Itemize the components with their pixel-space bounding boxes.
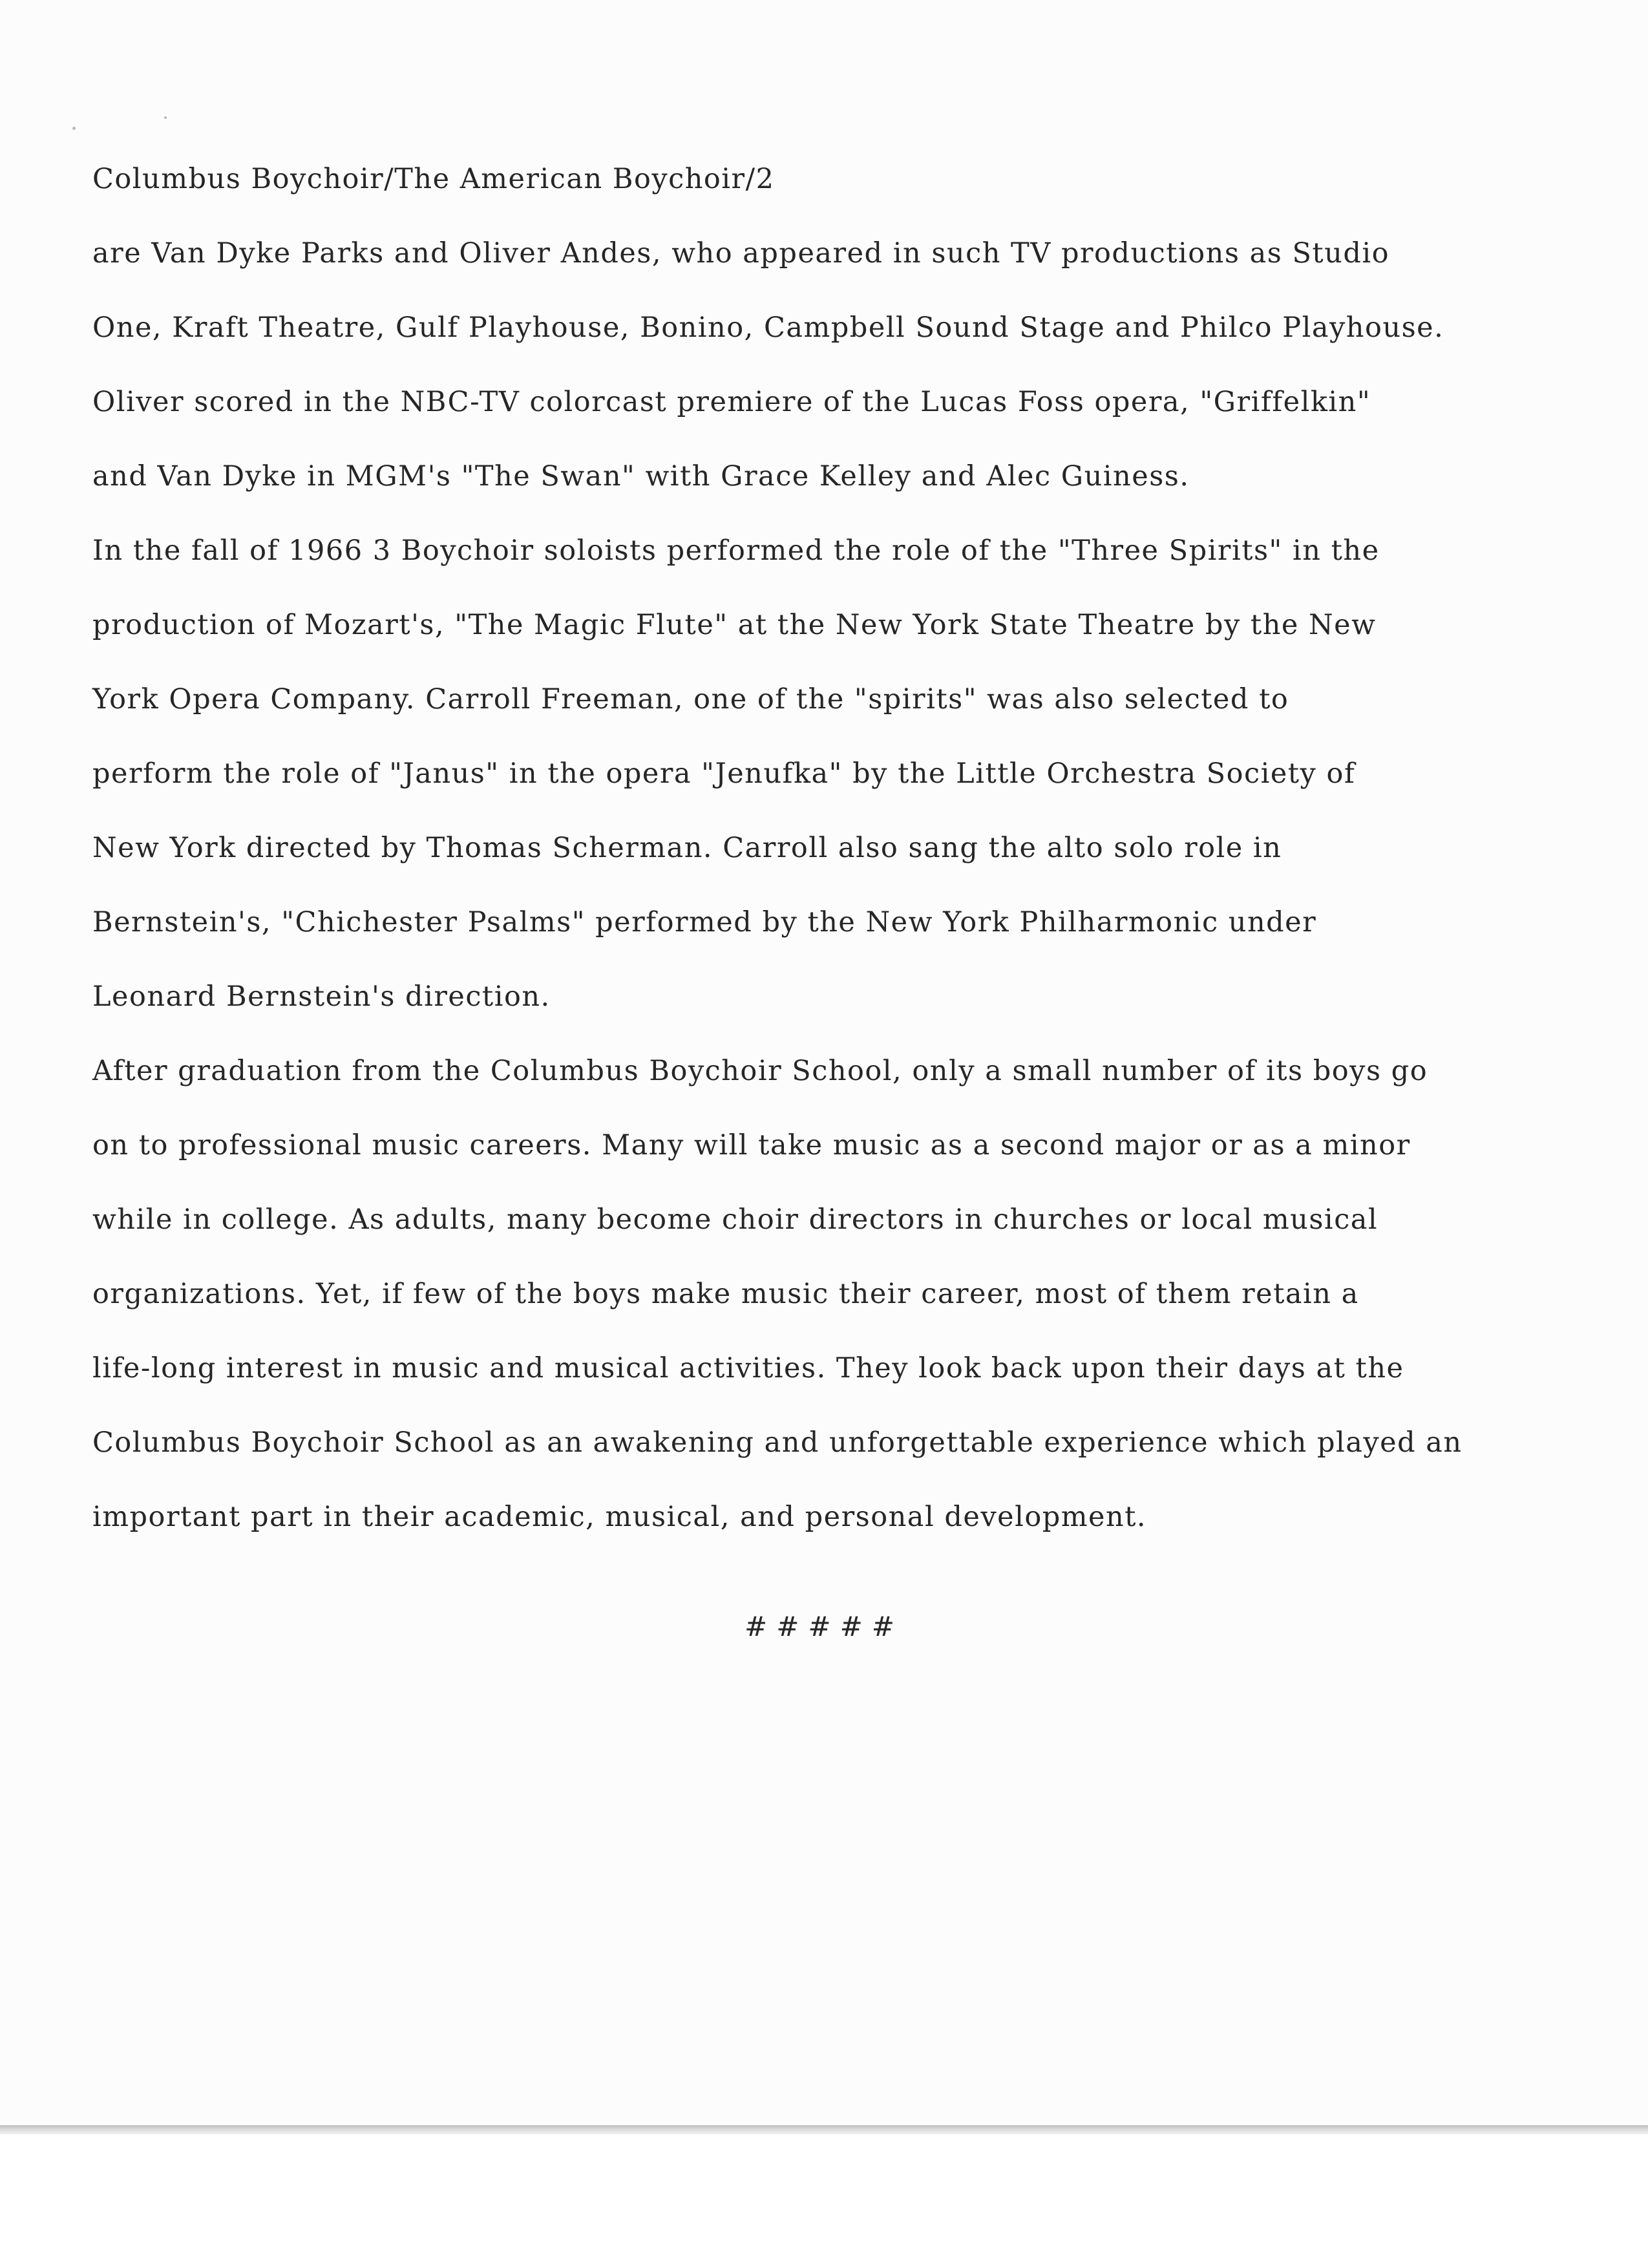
text-line: Bernstein's, "Chichester Psalms" performed by the New York Philharmonic under <box>92 906 1317 938</box>
text-line: York Opera Company. Carroll Freeman, one of the "spirits" was also selected to <box>92 683 1289 715</box>
end-of-release-mark: ##### <box>745 1611 903 1642</box>
text-line: One, Kraft Theatre, Gulf Playhouse, Bonino, Campbell Sound Stage and Philco Playhouse. <box>92 312 1444 344</box>
text-line: Leonard Bernstein's direction. <box>92 980 551 1013</box>
scan-background <box>0 2134 1648 2268</box>
text-line: are Van Dyke Parks and Oliver Andes, who appeared in such TV productions as Studio <box>92 237 1390 270</box>
paper-speck <box>164 116 167 119</box>
text-line: while in college. As adults, many become choir directors in churches or local musical <box>92 1203 1379 1236</box>
text-line: production of Mozart's, "The Magic Flute" at the New York State Theatre by the New <box>92 609 1377 641</box>
text-line: In the fall of 1966 3 Boychoir soloists performed the role of the "Three Spirits" in the <box>92 535 1380 567</box>
text-line: Columbus Boychoir School as an awakening and unforgettable experience which played an <box>92 1426 1463 1459</box>
text-line: perform the role of "Janus" in the opera "Jenufka" by the Little Orchestra Society of <box>92 758 1356 790</box>
text-line: Oliver scored in the NBC-TV colorcast premiere of the Lucas Foss opera, "Griffelkin" <box>92 386 1371 418</box>
text-line: important part in their academic, musical, and personal development. <box>92 1501 1147 1533</box>
text-line: and Van Dyke in MGM's "The Swan" with Grace Kelley and Alec Guiness. <box>92 460 1190 493</box>
text-line: After graduation from the Columbus Boychoir School, only a small number of its boys go <box>92 1055 1428 1087</box>
paper-speck <box>72 127 76 130</box>
text-line: organizations. Yet, if few of the boys make music their career, most of them retain a <box>92 1278 1359 1310</box>
text-line: on to professional music careers. Many will take music as a second major or as a minor <box>92 1129 1411 1161</box>
page-bottom-edge <box>0 2125 1648 2134</box>
text-line: New York directed by Thomas Scherman. Carroll also sang the alto solo role in <box>92 832 1282 864</box>
text-line: life-long interest in music and musical activities. They look back upon their days at the <box>92 1352 1404 1384</box>
page-header: Columbus Boychoir/The American Boychoir/2 <box>92 163 775 195</box>
